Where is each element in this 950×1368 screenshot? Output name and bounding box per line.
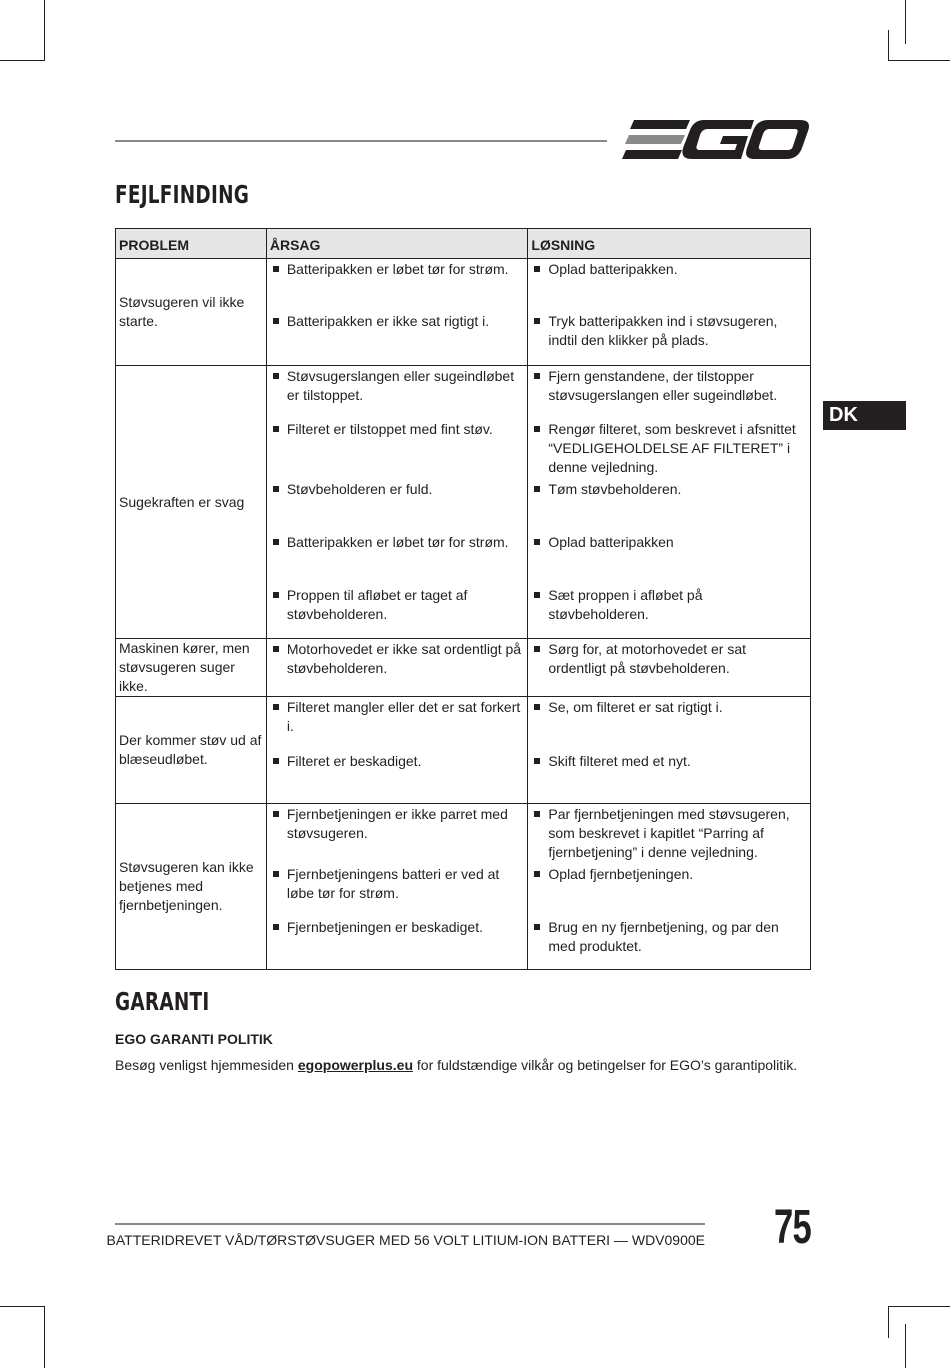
cause-cell xyxy=(266,639,528,697)
table-row xyxy=(116,259,811,366)
cause-cell xyxy=(266,697,528,804)
crop-mark xyxy=(905,0,906,44)
cause-cell xyxy=(266,259,528,366)
crop-mark xyxy=(44,1306,45,1368)
solution-item: Oplad fjernbetjeningen. xyxy=(532,865,806,918)
solution-item: Tøm støvbeholderen. xyxy=(532,480,806,533)
cause-item: Støvsugerslangen eller sugeindløbet er tilstoppet. xyxy=(271,367,524,420)
solution-item: Tryk batteripakken ind i støvsugeren, indtil den klikker på plads. xyxy=(532,312,806,350)
footer-text: BATTERIDREVET VÅD/TØRSTØVSUGER MED 56 VOLT LITIUM-ION BATTERI — WDV0900E xyxy=(106,1232,705,1248)
cause-item: Filteret mangler eller det er sat forkert i. xyxy=(271,698,524,752)
problem-cell: Støvsugeren vil ikke starte. xyxy=(116,259,267,366)
problem-cell: Maskinen kører, men støvsugeren suger ikke. xyxy=(116,639,267,697)
crop-mark xyxy=(888,30,889,61)
solution-item: Oplad batteripakken xyxy=(532,533,806,586)
cause-cell xyxy=(266,366,528,639)
cause-item: Filteret er beskadiget. xyxy=(271,752,524,771)
solution-cell xyxy=(528,366,811,639)
solution-cell xyxy=(528,639,811,697)
section-title-troubleshooting: FEJLFINDING xyxy=(115,180,250,209)
solution-item: Fjern genstandene, der tilstopper støvsugerslangen eller sugeindløbet. xyxy=(532,367,806,420)
cause-item: Batteripakken er løbet tør for strøm. xyxy=(271,260,524,312)
table-header-row xyxy=(116,229,811,259)
troubleshooting-table xyxy=(115,228,811,970)
crop-mark xyxy=(0,1306,44,1307)
problem-cell: Der kommer støv ud af blæseudløbet. xyxy=(116,697,267,804)
solution-item: Oplad batteripakken. xyxy=(532,260,806,312)
crop-mark xyxy=(888,60,950,61)
crop-mark xyxy=(0,60,44,61)
solution-item: Sørg for, at motorhovedet er sat ordentligt på støvbeholderen. xyxy=(532,640,806,678)
cause-item: Fjernbetjeningens batteri er ved at løbe tør for strøm. xyxy=(271,865,524,918)
table-row xyxy=(116,697,811,804)
crop-mark xyxy=(888,1306,950,1307)
cause-item: Batteripakken er løbet tør for strøm. xyxy=(271,533,524,586)
section-title-warranty: GARANTI xyxy=(115,987,210,1016)
header-solution: LØSNING xyxy=(528,229,811,259)
header-cause: ÅRSAG xyxy=(266,229,528,259)
solution-item: Se, om filteret er sat rigtigt i. xyxy=(532,698,806,752)
cause-item: Motorhovedet er ikke sat ordentligt på støvbeholderen. xyxy=(271,640,524,678)
header-rule xyxy=(115,140,607,142)
solution-item: Brug en ny fjernbetjening, og par den med produktet. xyxy=(532,918,806,956)
ego-logo xyxy=(622,118,810,162)
cause-item: Proppen til afløbet er taget af støvbeholderen. xyxy=(271,586,524,626)
cause-cell xyxy=(266,804,528,970)
solution-item: Skift filteret med et nyt. xyxy=(532,752,806,771)
cause-item: Filteret er tilstoppet med fint støv. xyxy=(271,420,524,480)
table-row xyxy=(116,804,811,970)
cause-item: Støvbeholderen er fuld. xyxy=(271,480,524,533)
cause-item: Fjernbetjeningen er ikke parret med støvsugeren. xyxy=(271,805,524,865)
warranty-text-after: for fuldstændige vilkår og betingelser for EGO’s garantipolitik. xyxy=(413,1057,798,1073)
warranty-text-before: Besøg venligst hjemmesiden xyxy=(115,1057,298,1073)
table-row xyxy=(116,366,811,639)
cause-item: Batteripakken er ikke sat rigtigt i. xyxy=(271,312,524,350)
warranty-text xyxy=(115,1057,797,1073)
cause-item: Fjernbetjeningen er beskadiget. xyxy=(271,918,524,937)
crop-mark xyxy=(905,1324,906,1368)
solution-cell xyxy=(528,697,811,804)
table-row xyxy=(116,639,811,697)
solution-item: Rengør filteret, som beskrevet i afsnittet “VEDLIGEHOLDELSE AF FILTERET” i denne vejledning. xyxy=(532,420,806,480)
warranty-link[interactable]: egopowerplus.eu xyxy=(297,1057,413,1073)
crop-mark xyxy=(44,0,45,61)
language-tab: DK xyxy=(823,401,906,430)
solution-cell xyxy=(528,804,811,970)
warranty-subtitle: EGO GARANTI POLITIK xyxy=(115,1031,273,1047)
footer-rule xyxy=(115,1223,705,1225)
crop-mark xyxy=(888,1306,889,1338)
header-problem: PROBLEM xyxy=(116,229,267,259)
page-number: 75 xyxy=(774,1201,812,1254)
problem-cell: Støvsugeren kan ikke betjenes med fjernbetjeningen. xyxy=(116,804,267,970)
solution-item: Sæt proppen i afløbet på støvbeholderen. xyxy=(532,586,806,626)
solution-cell xyxy=(528,259,811,366)
problem-cell: Sugekraften er svag xyxy=(116,366,267,639)
solution-item: Par fjernbetjeningen med støvsugeren, som beskrevet i kapitlet “Parring af fjernbetjening” i denne vejledning. xyxy=(532,805,806,865)
